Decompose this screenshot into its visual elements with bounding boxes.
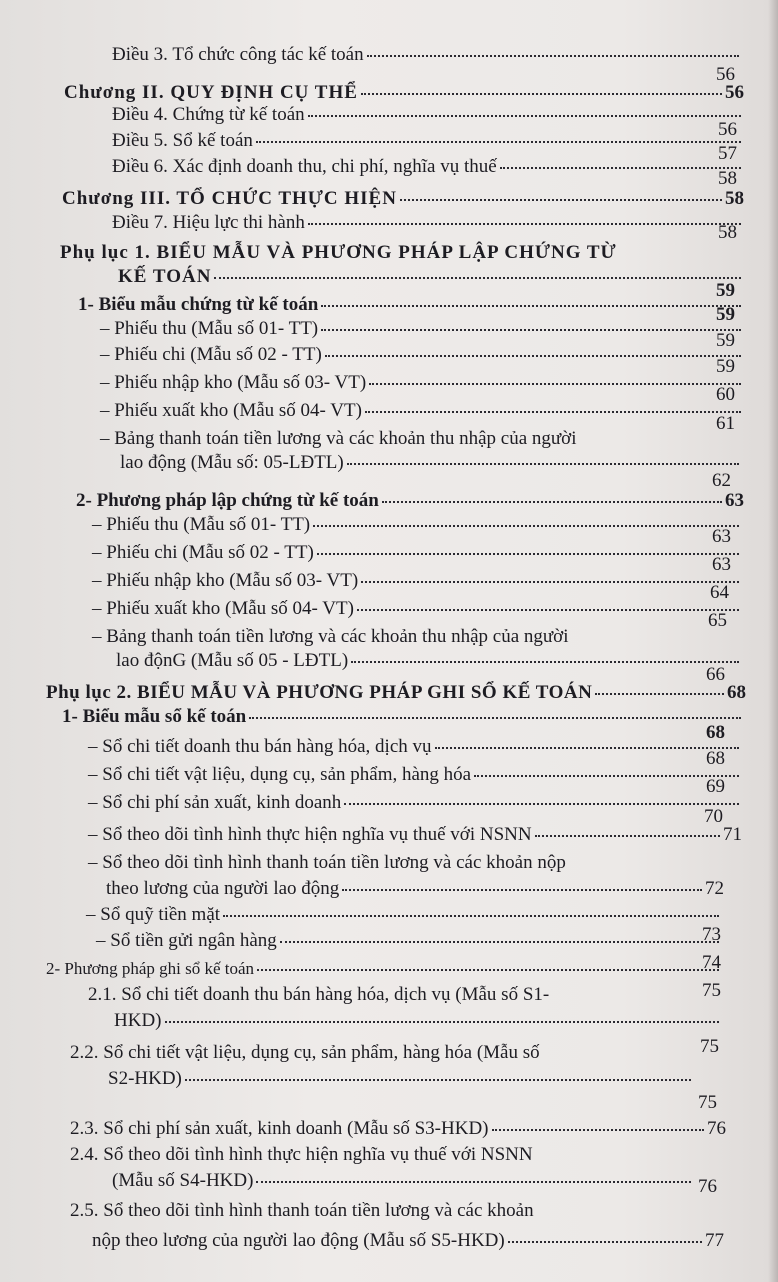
toc-page-number: 68 xyxy=(706,748,725,769)
toc-page-number: 63 xyxy=(712,554,731,575)
dot-leader xyxy=(308,223,741,225)
toc-page-number: 59 xyxy=(716,330,735,351)
toc-entry-label: Chương II. QUY ĐỊNH CỤ THỂ xyxy=(64,82,358,103)
toc-entry-label-cont: nộp theo lương của người lao động (Mẫu số S5-HKD) xyxy=(92,1230,505,1251)
toc-entry xyxy=(120,452,742,474)
toc-entry-label: 2.1. Sổ chi tiết doanh thu bán hàng hóa, dịch vụ (Mẫu số S1- xyxy=(88,984,550,1005)
toc-page-number: 62 xyxy=(712,470,731,491)
toc-entry-label-cont: lao độnG (Mẫu số 05 - LĐTL) xyxy=(116,650,349,671)
dot-leader xyxy=(321,305,741,307)
toc-entry-label-cont: (Mẫu số S4-HKD) xyxy=(112,1170,254,1191)
toc-page-number: 75 xyxy=(698,1092,717,1113)
toc-entry xyxy=(112,1170,694,1192)
toc-page-number: 59 xyxy=(716,356,735,377)
toc-entry xyxy=(100,318,744,340)
dot-leader xyxy=(325,355,741,357)
toc-entry-label: – Phiếu xuất kho (Mẫu số 04- VT) xyxy=(100,400,362,421)
dot-leader xyxy=(256,141,741,143)
toc-section xyxy=(46,958,722,980)
dot-leader xyxy=(365,411,741,413)
toc-entry-label-cont: theo lương của người lao động xyxy=(106,878,340,899)
toc-entry-label: – Sổ theo dõi tình hình thanh toán tiền lương và các khoản nộp xyxy=(88,852,566,873)
dot-leader xyxy=(347,463,739,465)
toc-page-number: 70 xyxy=(704,806,723,827)
toc-page-number: 59 xyxy=(716,280,735,301)
toc-entry xyxy=(88,792,742,814)
toc-entry-label: – Phiếu thu (Mẫu số 01- TT) xyxy=(100,318,319,339)
toc-entry xyxy=(92,598,742,620)
toc-entry-label: 1- Biểu mẫu chứng từ kế toán xyxy=(78,294,319,315)
dot-leader xyxy=(595,693,724,695)
dot-leader xyxy=(185,1079,691,1081)
toc-entry-label: Phụ lục 2. BIỂU MẪU VÀ PHƯƠNG PHÁP GHI SỔ KẾ TOÁN xyxy=(46,682,593,703)
toc-page-number: 59 xyxy=(716,304,735,325)
toc-entry-label: – Phiếu chi (Mẫu số 02 - TT) xyxy=(92,542,314,563)
toc-entry-label: 2.2. Sổ chi tiết vật liệu, dụng cụ, sản phẩm, hàng hóa (Mẫu số xyxy=(70,1042,540,1063)
dot-leader xyxy=(249,717,741,719)
toc-entry xyxy=(112,130,744,152)
toc-appendix xyxy=(46,682,746,704)
toc-entry-label: Điều 6. Xác định doanh thu, chi phí, nghĩa vụ thuế xyxy=(112,156,497,177)
dot-leader xyxy=(223,915,719,917)
toc-entry xyxy=(96,930,722,952)
toc-page-number: 58 xyxy=(718,168,737,189)
toc-page-number: 56 xyxy=(725,82,744,103)
toc-entry xyxy=(112,212,744,234)
dot-leader xyxy=(508,1241,702,1243)
toc-entry-label: Điều 4. Chứng từ kế toán xyxy=(112,104,305,125)
toc-page-number: 57 xyxy=(718,143,737,164)
dot-leader xyxy=(317,553,739,555)
toc-appendix xyxy=(118,266,744,288)
toc-entry xyxy=(88,824,742,846)
dot-leader xyxy=(382,501,722,503)
toc-entry-label: – Sổ theo dõi tình hình thực hiện nghĩa vụ thuế với NSNN xyxy=(88,824,532,845)
toc-entry xyxy=(88,736,742,758)
toc-page-number: 63 xyxy=(725,490,744,511)
toc-entry xyxy=(112,44,742,66)
toc-page-number: 75 xyxy=(702,980,721,1001)
dot-leader xyxy=(474,775,739,777)
toc-entry xyxy=(92,1230,724,1252)
dot-leader xyxy=(400,199,722,201)
toc-chapter xyxy=(64,82,744,104)
toc-entry xyxy=(86,904,722,926)
toc-entry-label: 2.5. Sổ theo dõi tình hình thanh toán tiền lương và các khoản xyxy=(70,1200,534,1221)
toc-page-number: 74 xyxy=(702,952,721,973)
toc-entry-label-cont: S2-HKD) xyxy=(108,1068,182,1089)
dot-leader xyxy=(500,167,741,169)
toc-page-number: 66 xyxy=(706,664,725,685)
page-spine-shadow xyxy=(768,0,778,1282)
dot-leader xyxy=(492,1129,705,1131)
toc-entry xyxy=(92,570,742,592)
toc-entry xyxy=(92,514,742,536)
dot-leader xyxy=(214,277,741,279)
toc-entry-label: – Phiếu chi (Mẫu số 02 - TT) xyxy=(100,344,322,365)
toc-entry xyxy=(100,400,744,422)
toc-entry xyxy=(70,1118,726,1140)
dot-leader xyxy=(535,835,720,837)
toc-entry-label-cont: lao động (Mẫu số: 05-LĐTL) xyxy=(120,452,344,473)
toc-entry xyxy=(92,542,742,564)
dot-leader xyxy=(361,581,739,583)
toc-page-number: 60 xyxy=(716,384,735,405)
toc-entry-label-cont: KẾ TOÁN xyxy=(118,266,212,287)
toc-entry xyxy=(114,1010,722,1032)
toc-section xyxy=(76,490,744,512)
toc-entry-label: 2- Phương pháp ghi sổ kế toán xyxy=(46,959,255,978)
toc-entry-label: – Phiếu thu (Mẫu số 01- TT) xyxy=(92,514,311,535)
toc-page-number: 75 xyxy=(700,1036,719,1057)
dot-leader xyxy=(165,1021,720,1023)
toc-entry-label: Điều 5. Sổ kế toán xyxy=(112,130,253,151)
toc-page-number: 77 xyxy=(705,1230,724,1251)
toc-entry-label-cont: HKD) xyxy=(114,1010,162,1031)
toc-entry-label: – Sổ chi tiết doanh thu bán hàng hóa, dịch vụ xyxy=(88,736,432,757)
toc-page-number: 58 xyxy=(718,222,737,243)
toc-entry xyxy=(116,650,742,672)
toc-page-number: 76 xyxy=(698,1176,717,1197)
toc-page-number: 63 xyxy=(712,526,731,547)
toc-page-number: 56 xyxy=(718,119,737,140)
dot-leader xyxy=(257,969,719,971)
toc-entry-label: 2.3. Sổ chi phí sản xuất, kinh doanh (Mẫu số S3-HKD) xyxy=(70,1118,489,1139)
toc-page-number: 65 xyxy=(708,610,727,631)
dot-leader xyxy=(256,1181,691,1183)
dot-leader xyxy=(313,525,739,527)
toc-entry-label: – Sổ tiền gửi ngân hàng xyxy=(96,930,277,951)
toc-entry-label: – Bảng thanh toán tiền lương và các khoản thu nhập của người xyxy=(100,428,577,449)
toc-entry xyxy=(112,156,744,178)
toc-entry-label: Điều 3. Tổ chức công tác kế toán xyxy=(112,44,364,65)
toc-entry xyxy=(88,764,742,786)
toc-page-number: 64 xyxy=(710,582,729,603)
toc-entry xyxy=(106,878,724,900)
toc-entry xyxy=(108,1068,694,1090)
toc-entry-label: Chương III. TỔ CHỨC THỰC HIỆN xyxy=(62,188,397,209)
toc-entry xyxy=(112,104,744,126)
toc-entry-label: – Sổ quỹ tiền mặt xyxy=(86,904,221,925)
toc-entry-label: 2.4. Sổ theo dõi tình hình thực hiện nghĩa vụ thuế với NSNN xyxy=(70,1144,533,1165)
dot-leader xyxy=(280,941,719,943)
dot-leader xyxy=(369,383,741,385)
toc-section xyxy=(78,294,744,316)
toc-entry-label: – Sổ chi phí sản xuất, kinh doanh xyxy=(88,792,342,813)
toc-entry-label: – Phiếu xuất kho (Mẫu số 04- VT) xyxy=(92,598,354,619)
dot-leader xyxy=(344,803,739,805)
toc-entry-label: – Bảng thanh toán tiền lương và các khoản thu nhập của người xyxy=(92,626,569,647)
dot-leader xyxy=(357,609,739,611)
dot-leader xyxy=(308,115,741,117)
dot-leader xyxy=(351,661,739,663)
toc-page-number: 73 xyxy=(702,924,721,945)
toc-entry-label: 1- Biểu mẫu sổ kế toán xyxy=(62,706,247,727)
toc-page-number: 69 xyxy=(706,776,725,797)
toc-page-number: 68 xyxy=(727,682,746,703)
toc-page-number: 71 xyxy=(723,824,742,845)
toc-appendix-title: Phụ lục 1. BIỂU MẪU VÀ PHƯƠNG PHÁP LẬP CHỨNG TỪ xyxy=(60,242,617,263)
toc-page-number: 56 xyxy=(716,64,735,85)
toc-entry xyxy=(100,372,744,394)
toc-section xyxy=(62,706,744,728)
toc-entry-label: – Sổ chi tiết vật liệu, dụng cụ, sản phẩm, hàng hóa xyxy=(88,764,472,785)
toc-entry-label: – Phiếu nhập kho (Mẫu số 03- VT) xyxy=(100,372,367,393)
dot-leader xyxy=(367,55,739,57)
toc-page-number: 58 xyxy=(725,188,744,209)
toc-chapter xyxy=(62,188,744,210)
toc-entry-label: – Phiếu nhập kho (Mẫu số 03- VT) xyxy=(92,570,359,591)
dot-leader xyxy=(321,329,741,331)
toc-page-number: 61 xyxy=(716,413,735,434)
toc-entry xyxy=(100,344,744,366)
toc-page-number: 68 xyxy=(706,722,725,743)
toc-entry-label: Điều 7. Hiệu lực thi hành xyxy=(112,212,305,233)
dot-leader xyxy=(342,889,702,891)
dot-leader xyxy=(435,747,739,749)
toc-entry-label: 2- Phương pháp lập chứng từ kế toán xyxy=(76,490,379,511)
dot-leader xyxy=(361,93,722,95)
toc-page-number: 72 xyxy=(705,878,724,899)
toc-page-number: 76 xyxy=(707,1118,726,1139)
